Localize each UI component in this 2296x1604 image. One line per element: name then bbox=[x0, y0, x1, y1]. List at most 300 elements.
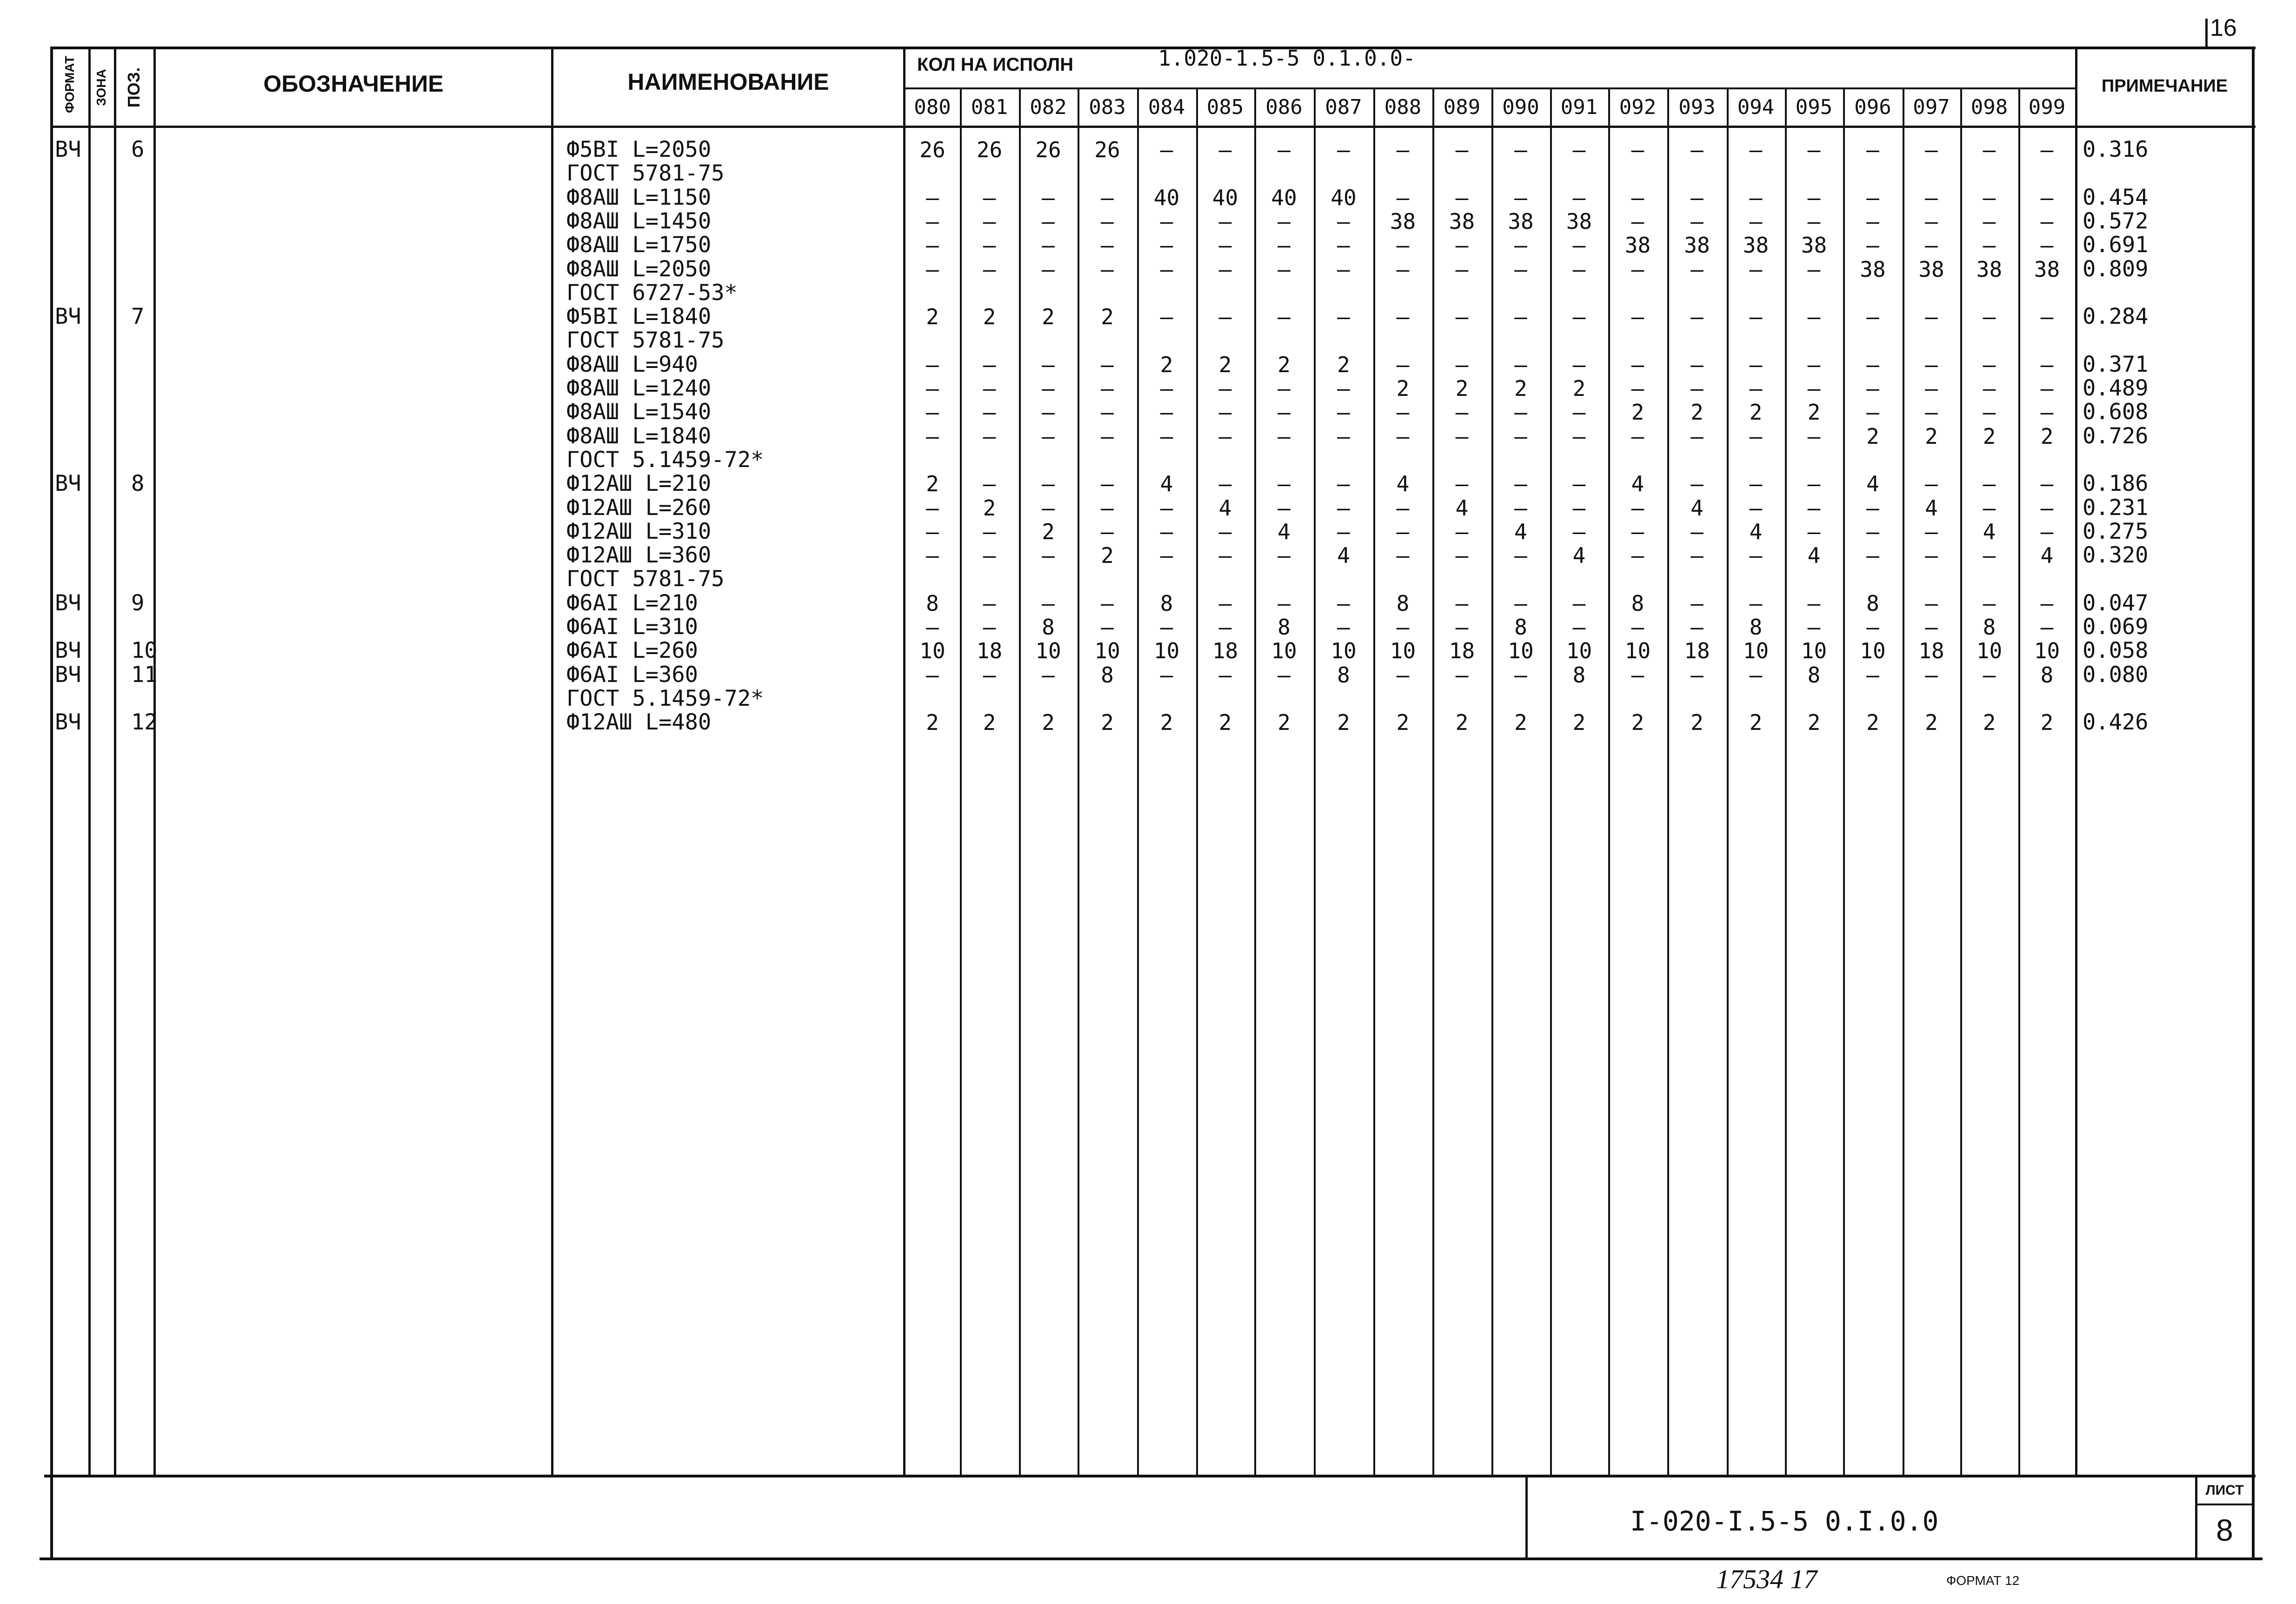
quantity-cell: – bbox=[1337, 495, 1350, 521]
quantity-cell: 26 bbox=[976, 137, 1003, 162]
row-format: ВЧ bbox=[55, 304, 81, 330]
quantity-cell: – bbox=[2040, 471, 2054, 497]
quantity-cell: 8 bbox=[1631, 590, 1644, 616]
quantity-cell: 2 bbox=[1749, 400, 1763, 425]
row-name: Ф12АШ L=310 bbox=[566, 518, 712, 544]
quantity-cell: 2 bbox=[983, 304, 996, 330]
quantity-cell: – bbox=[1572, 590, 1586, 616]
quantity-cell: – bbox=[1866, 519, 1879, 544]
quantity-cell: – bbox=[1572, 471, 1586, 497]
quantity-cell: – bbox=[1631, 304, 1644, 330]
quantity-cell: – bbox=[1925, 185, 1938, 210]
quantity-cell: – bbox=[983, 543, 996, 568]
quantity-cell: – bbox=[1572, 185, 1586, 210]
quantity-cell: – bbox=[983, 352, 996, 377]
quantity-cell: – bbox=[926, 400, 939, 425]
quantity-cell: – bbox=[983, 615, 996, 640]
quantity-cell: 8 bbox=[1160, 590, 1173, 616]
quantity-cell: – bbox=[2040, 137, 2054, 162]
quantity-cell: – bbox=[1278, 471, 1291, 497]
quantity-cell: – bbox=[1218, 615, 1232, 640]
quantity-cell: – bbox=[1631, 376, 1644, 401]
quantity-cell: 38 bbox=[2034, 256, 2060, 282]
quantity-cell: – bbox=[1455, 543, 1469, 568]
quantity-cell: – bbox=[1514, 400, 1527, 425]
quantity-cell: – bbox=[1631, 662, 1644, 688]
quantity-cell: – bbox=[1983, 352, 1996, 377]
quantity-cell: 4 bbox=[1631, 471, 1644, 497]
quantity-cell: – bbox=[2040, 352, 2054, 377]
quantity-cell: 10 bbox=[1801, 638, 1827, 664]
quantity-cell: – bbox=[1455, 185, 1469, 210]
quantity-cell: 8 bbox=[1278, 615, 1291, 640]
quantity-cell: – bbox=[1690, 256, 1704, 282]
row-name: Ф6АI L=260 bbox=[566, 638, 698, 664]
quantity-cell: – bbox=[2040, 519, 2054, 544]
row-note: 0.186 bbox=[2083, 471, 2149, 497]
quantity-cell: – bbox=[1455, 662, 1469, 688]
quantity-cell: – bbox=[1396, 662, 1410, 688]
quantity-cell: – bbox=[1572, 519, 1586, 544]
body-bottom bbox=[44, 1475, 2256, 1477]
quantity-cell: 2 bbox=[1455, 710, 1469, 735]
quantity-cell: – bbox=[1337, 233, 1350, 258]
quantity-cell: – bbox=[1160, 423, 1173, 449]
quantity-cell: – bbox=[1925, 519, 1938, 544]
quantity-cell: – bbox=[1396, 495, 1410, 521]
quantity-cell: – bbox=[1042, 471, 1055, 497]
quantity-cell: 2 bbox=[1983, 423, 1996, 449]
quantity-cell: – bbox=[1690, 423, 1704, 449]
quantity-cell: – bbox=[1572, 233, 1586, 258]
quantity-cell: – bbox=[1807, 304, 1821, 330]
quantity-cell: – bbox=[1983, 208, 1996, 234]
quantity-cell: – bbox=[1160, 615, 1173, 640]
quantity-cell: – bbox=[926, 615, 939, 640]
quantity-cell: – bbox=[1572, 137, 1586, 162]
row-position: 11 bbox=[131, 662, 158, 688]
quantity-cell: – bbox=[1983, 543, 1996, 568]
quantity-cell: 38 bbox=[1801, 233, 1827, 258]
quantity-cell: – bbox=[1983, 495, 1996, 521]
frame-bottom bbox=[40, 1557, 2263, 1560]
quantity-cell: – bbox=[1278, 304, 1291, 330]
quantity-cell: 38 bbox=[1860, 256, 1886, 282]
quantity-cell: 10 bbox=[1566, 638, 1592, 664]
quantity-cell: – bbox=[1866, 543, 1879, 568]
header-kol-label: КОЛ НА ИСПОЛН bbox=[917, 54, 1074, 75]
quantity-cell: – bbox=[1807, 208, 1821, 234]
quantity-column-line bbox=[1254, 87, 1256, 1476]
quantity-cell: – bbox=[983, 256, 996, 282]
quantity-cell: – bbox=[1455, 304, 1469, 330]
quantity-cell: 8 bbox=[1807, 662, 1821, 688]
quantity-cell: – bbox=[1278, 423, 1291, 449]
quantity-cell: – bbox=[1749, 471, 1763, 497]
quantity-cell: – bbox=[1690, 137, 1704, 162]
row-format: ВЧ bbox=[55, 137, 81, 162]
quantity-cell: – bbox=[1455, 352, 1469, 377]
quantity-cell: – bbox=[2040, 615, 2054, 640]
quantity-cell: – bbox=[1983, 590, 1996, 616]
column-header-098: 098 bbox=[1970, 95, 2008, 119]
quantity-cell: – bbox=[1572, 615, 1586, 640]
quantity-cell: – bbox=[1160, 662, 1173, 688]
col-line-naim bbox=[551, 47, 553, 1477]
quantity-cell: 2 bbox=[1925, 710, 1938, 735]
quantity-cell: – bbox=[926, 376, 939, 401]
row-note: 0.047 bbox=[2083, 590, 2149, 616]
quantity-cell: – bbox=[2040, 185, 2054, 210]
quantity-cell: 2 bbox=[1278, 710, 1291, 735]
row-note: 0.809 bbox=[2083, 256, 2149, 282]
quantity-cell: 2 bbox=[1218, 710, 1232, 735]
quantity-cell: – bbox=[1160, 400, 1173, 425]
quantity-cell: 2 bbox=[1101, 304, 1114, 330]
quantity-column-line bbox=[1843, 87, 1845, 1476]
row-position: 6 bbox=[131, 137, 145, 162]
quantity-cell: – bbox=[983, 208, 996, 234]
quantity-cell: – bbox=[1396, 352, 1410, 377]
quantity-column-line bbox=[1373, 87, 1375, 1476]
quantity-cell: 2 bbox=[1572, 376, 1586, 401]
quantity-cell: – bbox=[1337, 400, 1350, 425]
quantity-cell: 4 bbox=[1278, 519, 1291, 544]
frame-top bbox=[51, 47, 2256, 49]
quantity-cell: – bbox=[1514, 495, 1527, 521]
quantity-cell: – bbox=[1807, 423, 1821, 449]
quantity-cell: 4 bbox=[1749, 519, 1763, 544]
column-header-085: 085 bbox=[1206, 95, 1244, 119]
quantity-cell: 2 bbox=[926, 710, 939, 735]
row-note: 0.080 bbox=[2083, 662, 2149, 688]
quantity-cell: – bbox=[1866, 352, 1879, 377]
row-name: ГОСТ 5781-75 bbox=[566, 566, 725, 592]
quantity-cell: – bbox=[1514, 185, 1527, 210]
quantity-cell: – bbox=[1278, 400, 1291, 425]
row-position: 7 bbox=[131, 304, 145, 330]
quantity-cell: – bbox=[1631, 208, 1644, 234]
quantity-cell: – bbox=[1690, 615, 1704, 640]
quantity-column-line bbox=[1491, 87, 1493, 1476]
col-line-poz bbox=[114, 47, 116, 1477]
header-zona: ЗОНА bbox=[94, 69, 108, 106]
quantity-cell: – bbox=[1042, 208, 1055, 234]
quantity-cell: – bbox=[1101, 185, 1114, 210]
quantity-cell: – bbox=[1572, 495, 1586, 521]
quantity-cell: 10 bbox=[1035, 638, 1061, 664]
quantity-column-line bbox=[1196, 87, 1198, 1476]
quantity-cell: – bbox=[1925, 471, 1938, 497]
quantity-cell: – bbox=[1631, 543, 1644, 568]
quantity-cell: 8 bbox=[1749, 615, 1763, 640]
quantity-cell: – bbox=[1042, 543, 1055, 568]
quantity-column-line bbox=[2018, 87, 2020, 1476]
quantity-cell: – bbox=[1572, 256, 1586, 282]
quantity-cell: – bbox=[1749, 495, 1763, 521]
quantity-cell: – bbox=[1396, 519, 1410, 544]
quantity-cell: 2 bbox=[1042, 710, 1055, 735]
quantity-cell: – bbox=[1218, 256, 1232, 282]
quantity-cell: 18 bbox=[1212, 638, 1238, 664]
row-note: 0.284 bbox=[2083, 304, 2149, 330]
row-name: Ф8АШ L=940 bbox=[566, 351, 698, 377]
quantity-cell: 2 bbox=[1807, 710, 1821, 735]
row-name: Ф5ВI L=2050 bbox=[566, 137, 712, 162]
quantity-cell: – bbox=[1807, 590, 1821, 616]
quantity-cell: – bbox=[1455, 137, 1469, 162]
row-name: Ф8АШ L=1840 bbox=[566, 423, 712, 449]
quantity-cell: 38 bbox=[1449, 208, 1475, 234]
quantity-cell: – bbox=[1866, 495, 1879, 521]
quantity-cell: – bbox=[1690, 185, 1704, 210]
quantity-cell: – bbox=[1690, 304, 1704, 330]
quantity-cell: – bbox=[1337, 304, 1350, 330]
row-format: ВЧ bbox=[55, 471, 81, 497]
quantity-cell: – bbox=[1983, 400, 1996, 425]
quantity-cell: 38 bbox=[1508, 208, 1534, 234]
quantity-cell: 8 bbox=[1101, 662, 1114, 688]
row-note: 0.320 bbox=[2083, 542, 2149, 568]
quantity-cell: – bbox=[1690, 590, 1704, 616]
quantity-cell: – bbox=[1101, 400, 1114, 425]
quantity-cell: – bbox=[1514, 137, 1527, 162]
row-note: 0.489 bbox=[2083, 375, 2149, 401]
quantity-cell: – bbox=[1101, 376, 1114, 401]
quantity-cell: 40 bbox=[1271, 185, 1297, 210]
quantity-cell: 4 bbox=[1807, 543, 1821, 568]
quantity-cell: 2 bbox=[1337, 710, 1350, 735]
quantity-cell: – bbox=[1337, 471, 1350, 497]
quantity-cell: – bbox=[1807, 256, 1821, 282]
quantity-cell: 4 bbox=[1396, 471, 1410, 497]
quantity-cell: – bbox=[926, 543, 939, 568]
quantity-cell: 2 bbox=[1983, 710, 1996, 735]
quantity-cell: 2 bbox=[1042, 519, 1055, 544]
quantity-cell: – bbox=[1455, 590, 1469, 616]
quantity-cell: 10 bbox=[1860, 638, 1886, 664]
quantity-cell: – bbox=[1101, 519, 1114, 544]
quantity-cell: – bbox=[1866, 400, 1879, 425]
quantity-cell: – bbox=[1101, 615, 1114, 640]
quantity-cell: 8 bbox=[1572, 662, 1586, 688]
inventory-number: 17534 17 bbox=[1716, 1564, 1817, 1594]
row-name: Ф12АШ L=360 bbox=[566, 542, 712, 568]
quantity-cell: – bbox=[1514, 590, 1527, 616]
quantity-cell: 38 bbox=[1976, 256, 2003, 282]
row-name: Ф8АШ L=1750 bbox=[566, 232, 712, 258]
quantity-cell: 10 bbox=[1094, 638, 1120, 664]
quantity-cell: – bbox=[1160, 376, 1173, 401]
row-note: 0.058 bbox=[2083, 638, 2149, 664]
quantity-cell: 2 bbox=[1925, 423, 1938, 449]
quantity-cell: – bbox=[926, 495, 939, 521]
quantity-cell: – bbox=[1925, 400, 1938, 425]
quantity-cell: – bbox=[1042, 400, 1055, 425]
quantity-cell: – bbox=[1631, 423, 1644, 449]
header-bottom bbox=[51, 126, 2256, 128]
quantity-cell: – bbox=[1749, 185, 1763, 210]
corner-mark bbox=[2205, 19, 2208, 47]
quantity-cell: – bbox=[1042, 376, 1055, 401]
quantity-cell: 2 bbox=[1866, 710, 1879, 735]
quantity-cell: 2 bbox=[1631, 400, 1644, 425]
quantity-cell: 8 bbox=[2040, 662, 2054, 688]
quantity-cell: – bbox=[1218, 662, 1232, 688]
quantity-cell: 2 bbox=[1690, 710, 1704, 735]
quantity-cell: – bbox=[1160, 519, 1173, 544]
quantity-column-line bbox=[960, 87, 962, 1476]
quantity-cell: – bbox=[983, 400, 996, 425]
titleblock-left bbox=[1525, 1475, 1528, 1559]
quantity-cell: 4 bbox=[2040, 543, 2054, 568]
quantity-cell: – bbox=[1337, 590, 1350, 616]
quantity-cell: – bbox=[1925, 208, 1938, 234]
quantity-cell: 4 bbox=[1337, 543, 1350, 568]
quantity-cell: – bbox=[1631, 352, 1644, 377]
quantity-cell: – bbox=[1278, 256, 1291, 282]
quantity-cell: – bbox=[1042, 256, 1055, 282]
quantity-cell: – bbox=[983, 471, 996, 497]
quantity-cell: 2 bbox=[983, 710, 996, 735]
quantity-cell: – bbox=[1218, 208, 1232, 234]
quantity-cell: – bbox=[1218, 304, 1232, 330]
quantity-cell: – bbox=[2040, 376, 2054, 401]
quantity-cell: – bbox=[1218, 543, 1232, 568]
row-format: ВЧ bbox=[55, 709, 81, 735]
quantity-cell: – bbox=[1396, 233, 1410, 258]
quantity-cell: 10 bbox=[1624, 638, 1651, 664]
quantity-cell: – bbox=[1749, 208, 1763, 234]
quantity-cell: – bbox=[1101, 233, 1114, 258]
quantity-cell: 4 bbox=[1866, 471, 1879, 497]
row-note: 0.316 bbox=[2083, 137, 2149, 162]
quantity-cell: – bbox=[1866, 233, 1879, 258]
quantity-cell: – bbox=[1866, 137, 1879, 162]
quantity-cell: – bbox=[1925, 233, 1938, 258]
quantity-cell: 10 bbox=[1331, 638, 1357, 664]
quantity-cell: 2 bbox=[926, 471, 939, 497]
quantity-cell: – bbox=[1690, 208, 1704, 234]
column-header-097: 097 bbox=[1913, 95, 1950, 119]
quantity-cell: – bbox=[1337, 376, 1350, 401]
quantity-cell: – bbox=[1572, 400, 1586, 425]
row-name: Ф6АI L=360 bbox=[566, 662, 698, 688]
quantity-cell: – bbox=[1690, 519, 1704, 544]
quantity-cell: – bbox=[1983, 137, 1996, 162]
quantity-cell: – bbox=[926, 256, 939, 282]
quantity-column-line bbox=[1608, 87, 1610, 1476]
quantity-cell: – bbox=[1925, 662, 1938, 688]
quantity-cell: – bbox=[1337, 423, 1350, 449]
quantity-cell: – bbox=[983, 376, 996, 401]
column-header-093: 093 bbox=[1678, 95, 1716, 119]
column-header-095: 095 bbox=[1795, 95, 1833, 119]
quantity-cell: 38 bbox=[1743, 233, 1769, 258]
header-primechanie: ПРИМЕЧАНИЕ bbox=[2101, 76, 2228, 96]
quantity-cell: – bbox=[1514, 662, 1527, 688]
quantity-cell: – bbox=[1866, 376, 1879, 401]
quantity-cell: – bbox=[1690, 352, 1704, 377]
quantity-cell: 2 bbox=[1218, 352, 1232, 377]
sheet-label: ЛИСТ bbox=[2205, 1483, 2244, 1498]
quantity-cell: – bbox=[1514, 423, 1527, 449]
quantity-cell: – bbox=[1396, 185, 1410, 210]
row-name: Ф8АШ L=1240 bbox=[566, 375, 712, 401]
row-name: Ф8АШ L=1450 bbox=[566, 208, 712, 234]
row-name: Ф12АШ L=260 bbox=[566, 495, 712, 521]
quantity-cell: – bbox=[926, 208, 939, 234]
quantity-cell: – bbox=[1749, 256, 1763, 282]
quantity-cell: – bbox=[1101, 471, 1114, 497]
row-name: ГОСТ 5.1459-72* bbox=[566, 685, 764, 711]
quantity-cell: 2 bbox=[1042, 304, 1055, 330]
quantity-cell: – bbox=[1396, 615, 1410, 640]
column-header-099: 099 bbox=[2028, 95, 2066, 119]
quantity-cell: – bbox=[1337, 615, 1350, 640]
quantity-cell: 2 bbox=[2040, 710, 2054, 735]
quantity-column-line bbox=[1550, 87, 1552, 1476]
quantity-cell: – bbox=[1514, 256, 1527, 282]
quantity-cell: – bbox=[1455, 615, 1469, 640]
quantity-cell: – bbox=[1337, 137, 1350, 162]
quantity-cell: – bbox=[1807, 376, 1821, 401]
quantity-cell: 4 bbox=[1455, 495, 1469, 521]
kol-subheader-line bbox=[905, 87, 2076, 89]
quantity-cell: – bbox=[1514, 543, 1527, 568]
quantity-cell: – bbox=[983, 519, 996, 544]
quantity-cell: – bbox=[1983, 304, 1996, 330]
row-name: ГОСТ 6727-53* bbox=[566, 280, 738, 306]
quantity-cell: – bbox=[1218, 519, 1232, 544]
header-naimenovanie: НАИМЕНОВАНИЕ bbox=[627, 69, 829, 95]
quantity-cell: – bbox=[1101, 256, 1114, 282]
quantity-cell: – bbox=[1925, 543, 1938, 568]
quantity-cell: – bbox=[1572, 423, 1586, 449]
quantity-cell: 18 bbox=[1918, 638, 1944, 664]
quantity-cell: – bbox=[1396, 304, 1410, 330]
quantity-cell: – bbox=[926, 233, 939, 258]
quantity-cell: – bbox=[1807, 471, 1821, 497]
quantity-cell: 2 bbox=[1749, 710, 1763, 735]
quantity-cell: 4 bbox=[1690, 495, 1704, 521]
quantity-cell: – bbox=[926, 519, 939, 544]
row-position: 12 bbox=[131, 709, 158, 735]
quantity-cell: – bbox=[1218, 137, 1232, 162]
row-position: 9 bbox=[131, 590, 145, 616]
quantity-cell: 8 bbox=[1866, 590, 1879, 616]
quantity-cell: – bbox=[1749, 304, 1763, 330]
quantity-cell: – bbox=[1278, 137, 1291, 162]
quantity-cell: – bbox=[1514, 471, 1527, 497]
row-name: ГОСТ 5.1459-72* bbox=[566, 447, 764, 473]
quantity-cell: – bbox=[1218, 233, 1232, 258]
quantity-cell: – bbox=[926, 662, 939, 688]
quantity-cell: 4 bbox=[1572, 543, 1586, 568]
row-note: 0.231 bbox=[2083, 495, 2149, 521]
quantity-cell: – bbox=[926, 185, 939, 210]
quantity-cell: – bbox=[1337, 208, 1350, 234]
quantity-cell: 26 bbox=[919, 137, 945, 162]
column-header-092: 092 bbox=[1619, 95, 1657, 119]
quantity-cell: – bbox=[1749, 376, 1763, 401]
quantity-cell: – bbox=[1101, 208, 1114, 234]
quantity-cell: – bbox=[1749, 543, 1763, 568]
quantity-column-line bbox=[1667, 87, 1669, 1476]
quantity-cell: 8 bbox=[1396, 590, 1410, 616]
quantity-cell: – bbox=[1160, 495, 1173, 521]
quantity-cell: – bbox=[1866, 662, 1879, 688]
